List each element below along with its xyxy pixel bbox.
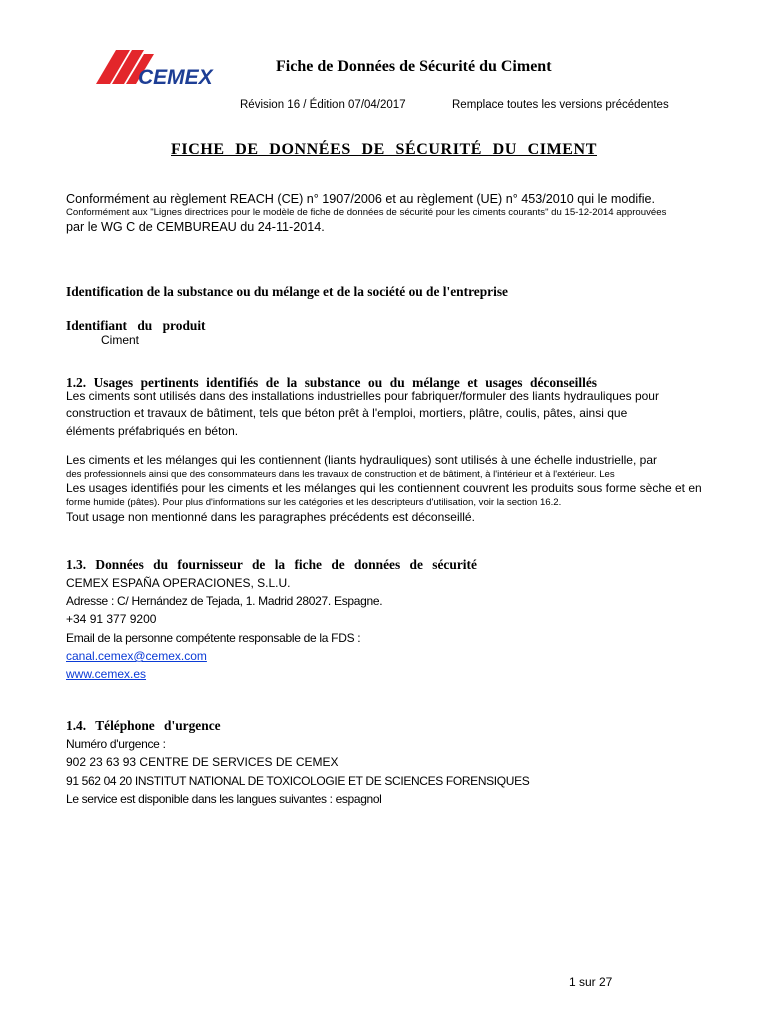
emergency-label: Numéro d'urgence : bbox=[66, 737, 166, 751]
supplier-phone: +34 91 377 9200 bbox=[66, 612, 157, 626]
s12-p2-line-4: forme humide (pâtes). Pour plus d'informations sur les catégories et les descripteurs d'utilisation, voir la section 16.2. bbox=[66, 497, 562, 508]
s12-p3: Tout usage non mentionné dans les paragraphes précédents est déconseillé. bbox=[66, 510, 475, 524]
page-number: 1 sur 27 bbox=[569, 975, 613, 989]
section-1-2-heading: 1.2. Usages pertinents identifiés de la substance ou du mélange et usages déconseillés bbox=[66, 375, 597, 390]
replaces-note: Remplace toutes les versions précédentes bbox=[452, 99, 669, 111]
brand-name: CEMEX bbox=[138, 66, 213, 88]
s12-p1-line-3: éléments préfabriqués en béton. bbox=[66, 424, 239, 438]
website-link[interactable]: www.cemex.es bbox=[66, 667, 147, 681]
supplier-address: Adresse : C/ Hernández de Tejada, 1. Madrid 28027. Espagne. bbox=[66, 594, 383, 608]
email-label: Email de la personne compétente responsable de la FDS : bbox=[66, 631, 361, 645]
header-title: Fiche de Données de Sécurité du Ciment bbox=[276, 58, 552, 75]
emergency-line-3: Le service est disponible dans les langues suivantes : espagnol bbox=[66, 792, 382, 806]
s12-p2-line-3: Les usages identifiés pour les ciments et les mélanges qui les contiennent couvrent les produits sous forme sèche et en bbox=[66, 481, 702, 495]
intro-line-1: Conformément au règlement REACH (CE) n° 1907/2006 et au règlement (UE) n° 453/2010 qui le modifie. bbox=[66, 192, 655, 206]
identifier-heading: Identifiant du produit bbox=[66, 318, 206, 333]
identifier-value: Ciment bbox=[101, 333, 140, 347]
s12-p1-line-2: construction et travaux de bâtiment, tels que béton prêt à l'emploi, mortiers, plâtre, coulis, pâtes, ainsi que bbox=[66, 406, 628, 420]
cemex-logo bbox=[96, 46, 226, 88]
section-1-4-heading: 1.4. Téléphone d'urgence bbox=[66, 718, 221, 733]
email-link[interactable]: canal.cemex@cemex.com bbox=[66, 649, 207, 663]
section-1-heading: Identification de la substance ou du mélange et de la société ou de l'entreprise bbox=[66, 284, 508, 299]
document-title bbox=[0, 141, 768, 159]
intro-line-3: par le WG C de CEMBUREAU du 24-11-2014. bbox=[66, 220, 325, 234]
s12-p1-line-1: Les ciments sont utilisés dans des installations industrielles pour fabriquer/formuler des liants hydrauliques pour bbox=[66, 389, 659, 403]
emergency-line-1: 902 23 63 93 CENTRE DE SERVICES DE CEMEX bbox=[66, 755, 339, 769]
supplier-company: CEMEX ESPAÑA OPERACIONES, S.L.U. bbox=[66, 576, 291, 590]
document-title-text: FICHE DE DONNÉES DE SÉCURITÉ DU CIMENT bbox=[171, 141, 597, 158]
section-1-3-heading: 1.3. Données du fournisseur de la fiche de données de sécurité bbox=[66, 557, 477, 572]
s12-p2-line-2: des professionnels ainsi que des consommateurs dans les travaux de construction et de bâtiment, à l'intérieur et à l'extérieur. Les bbox=[66, 469, 615, 480]
s12-p2-line-1: Les ciments et les mélanges qui les contiennent (liants hydrauliques) sont utilisés à une échelle industrielle, par bbox=[66, 453, 657, 467]
intro-line-2: Conformément aux "Lignes directrices pour le modèle de fiche de données de sécurité pour les ciments courants" du 15-12-2014 approuvées bbox=[66, 207, 667, 218]
emergency-line-2: 91 562 04 20 INSTITUT NATIONAL DE TOXICOLOGIE ET DE SCIENCES FORENSIQUES bbox=[66, 774, 530, 788]
revision-info: Révision 16 / Édition 07/04/2017 bbox=[240, 99, 406, 111]
